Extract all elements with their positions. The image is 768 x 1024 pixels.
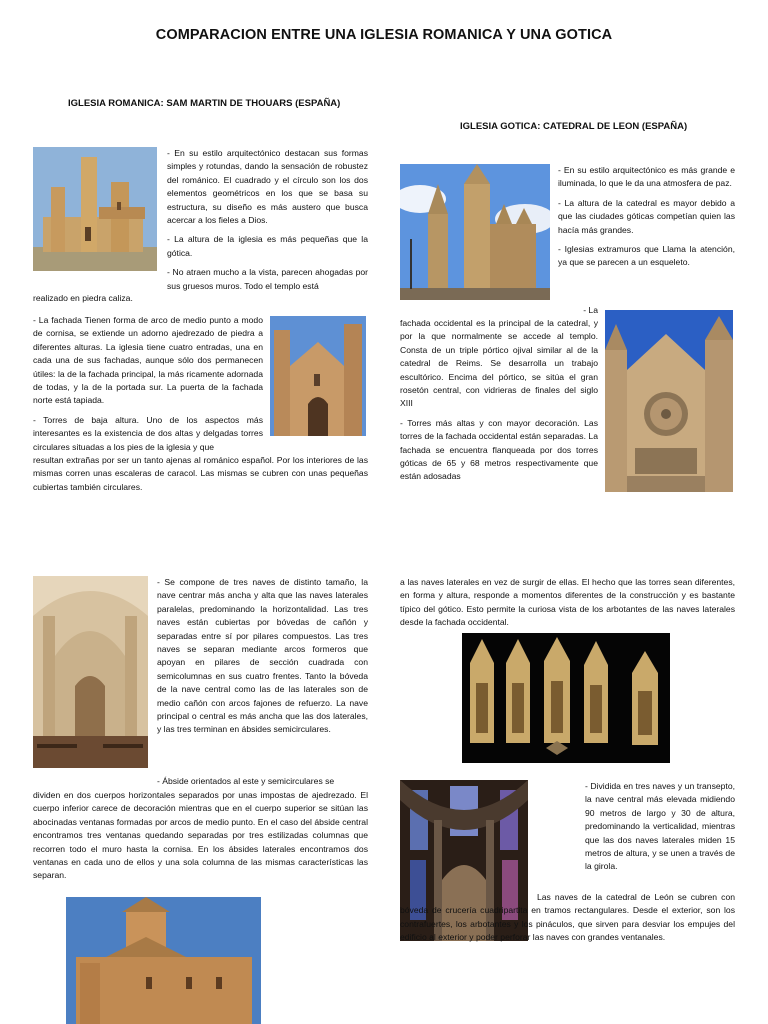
gotica-paragraph-4-start: - La <box>583 305 598 315</box>
gotica-towers-image <box>462 633 670 763</box>
gotica-facade-photo <box>605 310 733 492</box>
romanica-heading: IGLESIA ROMANICA: SAM MARTIN DE THOUARS (ESPAÑA) <box>68 98 341 109</box>
page-title: COMPARACION ENTRE UNA IGLESIA ROMANICA Y UNA GOTICA <box>155 27 613 43</box>
romanica-interior-photo <box>33 576 148 768</box>
gotica-paragraph-5: - Torres más altas y con mayor decoración. Las torres de la fachada occidental están separadas. La fachada se encuentra flanqueada por dos torres góticas de 65 y 68 metros respectivamente que están adosadas <box>400 417 598 482</box>
gotica-heading: IGLESIA GOTICA: CATEDRAL DE LEON (ESPAÑA) <box>460 121 688 132</box>
romanica-facade-photo <box>270 316 366 436</box>
romanica-paragraph-5: - Torres de baja altura. Uno de los aspectos más interesantes es la existencia de dos altas y delgadas torres circulares situadas a los pies de la iglesia y que <box>33 414 263 452</box>
gotica-paragraph-7: - Dividida en tres naves y un transepto, la nave central más elevada midiendo 90 metros de largo y 30 de altura, predominando la verticalidad, mientras que las dos naves laterales miden 15 metros de altura, y se unen a través de la girola. <box>585 781 735 872</box>
romanica-paragraph-4: - La fachada Tienen forma de arco de medio punto a modo de cornisa, se extiende un adorno ajedrezado de piedra a diferentes alturas. La iglesia tiene cuatro entradas, una en cada una de sus fachadas, aunque sólo dos permanecen útiles: la de la fachada principal, la más ricamente adornada de todas, y la de la portada sur. La puerta de la fachada norte está tapiada. <box>33 315 263 406</box>
romanica-text-1 <box>167 147 368 293</box>
gotica-paragraph-4: fachada occidental es la principal de la catedral, y por la que normalmente se accede al templo. Consta de un triple pórtico ojival similar al de la catedral de Reims. Se desarrolla un trabajo escultórico. Encima del pórtico, se sitúa el gran rosetón central, con vidrieras de finales del siglo XIII <box>400 318 598 409</box>
romanica-paragraph-5-cont: resultan extrañas por ser un tanto ajenas al románico español. Por los interiores de las mismas corren unas escaleras de caracol. Las mismas se cubren con unas pequeñas cubiertas también circulares. <box>33 455 368 492</box>
romanica-paragraph-2: - La altura de la iglesia es más pequeñas que la gótica. <box>167 234 368 258</box>
gotica-paragraph-1: - En su estilo arquitectónico es más grande e iluminada, lo que le da una atmosfera de paz. <box>558 165 735 189</box>
gotica-text-2 <box>400 317 598 484</box>
romanica-paragraph-1: - En su estilo arquitectónico destacan sus formas simples y rotundas, dando la sensación de robustez del románico. El cuadrado y el círculo son los dos elementos geométricos en los que se basa su estructura, su diseño es más austero que busca acercar a los fieles a Dios. <box>167 148 368 226</box>
gotica-paragraph-3: - Iglesias extramuros que Llama la atención, ya que se parecen a un esqueleto. <box>558 244 735 268</box>
romanica-paragraph-6: - Se compone de tres naves de distinto tamaño, la nave centrar más ancha y alta que las naves laterales paralelas, predominando la horizontalidad. Las tres naves están cubiertas por bóvedas de cañón y separadas entre sí por pilares compuestos. Las tres naves se separan mediante arcos formeros que apoyan en pilares de sección cuadrada con semicolumnas en sus cuatro frentes. Tanto la bóveda de la nave central como las de las laterales son de medio cañón con arcos fajones de refuerzo. La nave principal o central es más ancha que las dos laterales, y las tres terminan en ábsides semicirculares. <box>157 577 368 735</box>
romanica-exterior-photo <box>33 147 157 271</box>
romanica-bottom-photo <box>66 897 261 1024</box>
romanica-paragraph-7-cont: dividen en dos cuerpos horizontales separados por unas impostas de ajedrezado. El cuerpo inferior carece de decoración mientras que en el cuerpo superior se sitúan las abocinadas ventanas formadas por arcos de medio punto. En el caso del ábside central encontramos tres ventanas quedando separadas por tres estilizadas columnas que recorren todo el muro hasta la cornisa. En los ábsides laterales encontramos dos ventanas en cada uno de ellos y una sola columna de las mismas características las separan. <box>33 790 368 881</box>
gotica-paragraph-6: a las naves laterales en vez de surgir de ellas. El hecho que las torres sean diferentes, en forma y altura, responde a momentos diferentes de la construcción y es bastante típico del gótico. Esto permite la curiosa vista de los arbotantes de las naves laterales desde la fachada occidental. <box>400 577 735 628</box>
gotica-text-1 <box>558 164 735 270</box>
romanica-paragraph-3-cont: realizado en piedra caliza. <box>33 293 133 303</box>
gotica-exterior-photo <box>400 164 550 300</box>
romanica-paragraph-3: - No atraen mucho a la vista, parecen ahogadas por sus gruesos muros. Todo el templo está <box>167 267 368 291</box>
gotica-paragraph-8: Las naves de la catedral de León se cubren con bóveda de crucería cuadripartita en tramos rectangulares. Desde el exterior, son los contrafuertes, los arbotantes y los pináculos, que sirven para desviar los empujes del edificio al exterior y poder perforar las naves con grandes ventanales. <box>400 892 735 943</box>
gotica-paragraph-2: - La altura de la catedral es mayor debido a que las ciudades góticas competían quien las hacía más grandes. <box>558 197 735 235</box>
romanica-text-2 <box>33 314 263 454</box>
romanica-paragraph-7: - Ábside orientados al este y semicirculares se <box>157 776 335 786</box>
